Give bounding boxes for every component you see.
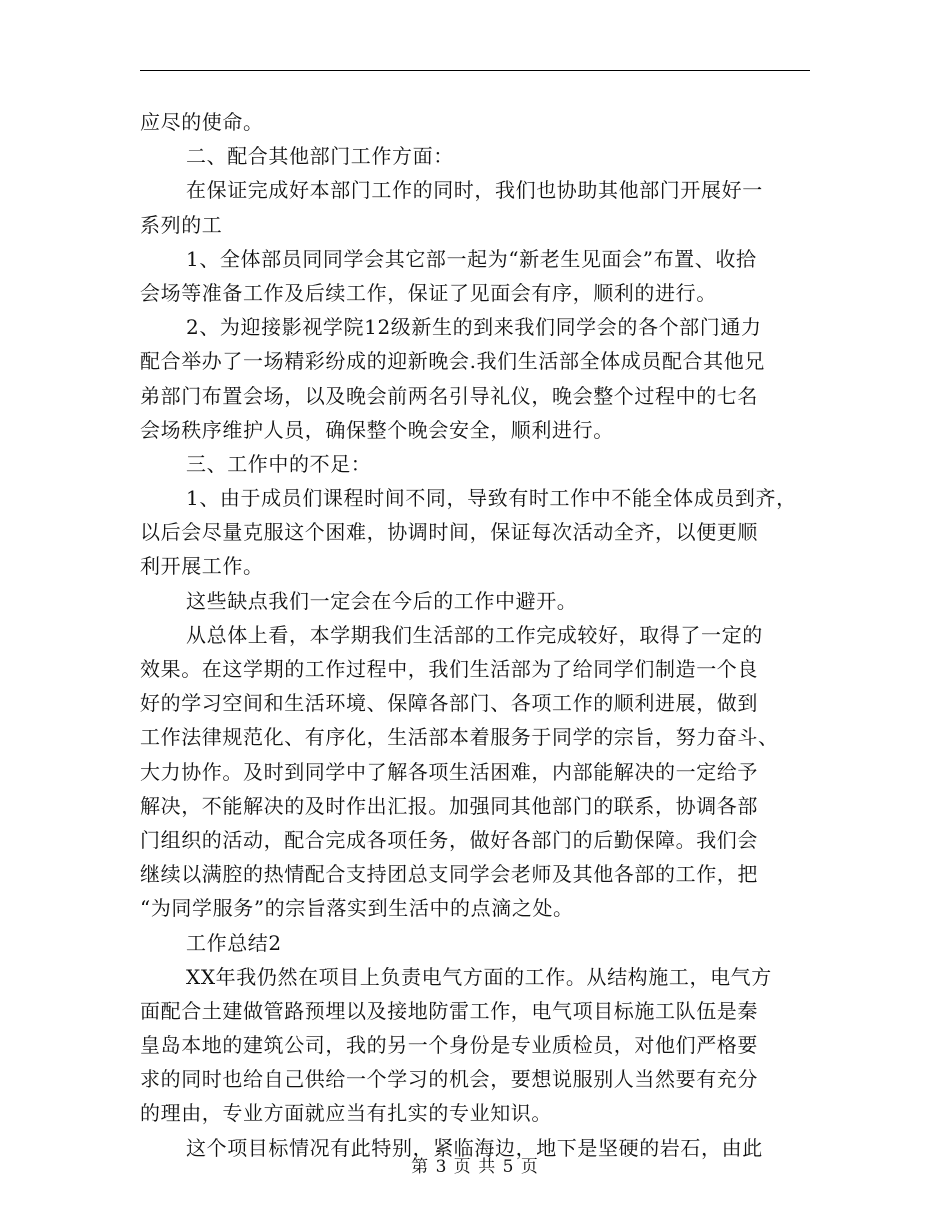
text-line: 解决，不能解决的及时作出汇报。加强同其他部门的联系，协调各部 (140, 793, 758, 818)
text-line: 三、工作中的不足： (186, 451, 372, 476)
document-body (140, 105, 830, 1165)
text-line: 应尽的使命。 (140, 110, 264, 134)
text-line: 1、由于成员们课程时间不同，导致有时工作中不能全体成员到齐， (186, 486, 797, 511)
text-line: 弟部门布置会场，以及晚会前两名引导礼仪，晚会整个过程中的七名 (140, 383, 758, 408)
text-line: 工作法律规范化、有序化，生活部本着服务于同学的宗旨，努力奋斗、 (140, 725, 779, 750)
text-line: 1、全体部员同同学会其它部一起为“新老生见面会”布置、收拾 (186, 246, 757, 271)
text-line: XX年我仍然在项目上负责电气方面的工作。从结构施工，电气方 (186, 964, 772, 989)
text-line: 大力协作。及时到同学中了解各项生活困难，内部能解决的一定给予 (140, 759, 758, 784)
text-line: 系列的工 (140, 212, 223, 237)
text-line: 配合举办了一场精彩纷成的迎新晚会.我们生活部全体成员配合其他兄 (140, 349, 765, 374)
text-line: 会场秩序维护人员，确保整个晚会安全，顺利进行。 (140, 417, 614, 442)
text-line: 好的学习空间和生活环境、保障各部门、各项工作的顺利进展，做到 (140, 691, 758, 716)
text-line: 从总体上看，本学期我们生活部的工作完成较好，取得了一定的 (186, 622, 763, 647)
text-line: 以后会尽量克服这个困难，协调时间，保证每次活动全齐，以便更顺 (140, 520, 758, 545)
text-line: 的理由，专业方面就应当有扎实的专业知识。 (140, 1101, 552, 1126)
text-line: “为同学服务”的宗旨落实到生活中的点滴之处。 (140, 896, 574, 921)
text-line: 利开展工作。 (140, 554, 264, 579)
text-line: 这个项目标情况有此特别，紧临海边，地下是坚硬的岩石，由此 (186, 1135, 763, 1160)
text-line: 这些缺点我们一定会在今后的工作中避开。 (186, 588, 578, 613)
text-line: 门组织的活动，配合完成各项任务，做好各部门的后勤保障。我们会 (140, 827, 758, 852)
text-line: 求的同时也给自己供给一个学习的机会，要想说服别人当然要有充分 (140, 1067, 758, 1092)
text-line: 二、配合其他部门工作方面： (186, 144, 454, 169)
text-line: 会场等准备工作及后续工作，保证了见面会有序，顺利的进行。 (140, 280, 717, 305)
page-number-footer: 第 3 页 共 5 页 (411, 1157, 539, 1177)
text-line: 效果。在这学期的工作过程中，我们生活部为了给同学们制造一个良 (140, 657, 758, 681)
text-line: 继续以满腔的热情配合支持团总支同学会老师及其他各部的工作，把 (140, 862, 758, 887)
text-line: 工作总结2 (186, 930, 282, 955)
text-line: 在保证完成好本部门工作的同时，我们也协助其他部门开展好一 (186, 178, 763, 203)
text-line: 面配合土建做管路预埋以及接地防雷工作，电气项目标施工队伍是秦 (140, 998, 758, 1023)
text-line: 皇岛本地的建筑公司，我的另一个身份是专业质检员，对他们严格要 (140, 1033, 758, 1058)
text-line: 2、为迎接影视学院12级新生的到来我们同学会的各个部门通力 (186, 315, 762, 340)
header-rule (140, 70, 810, 71)
